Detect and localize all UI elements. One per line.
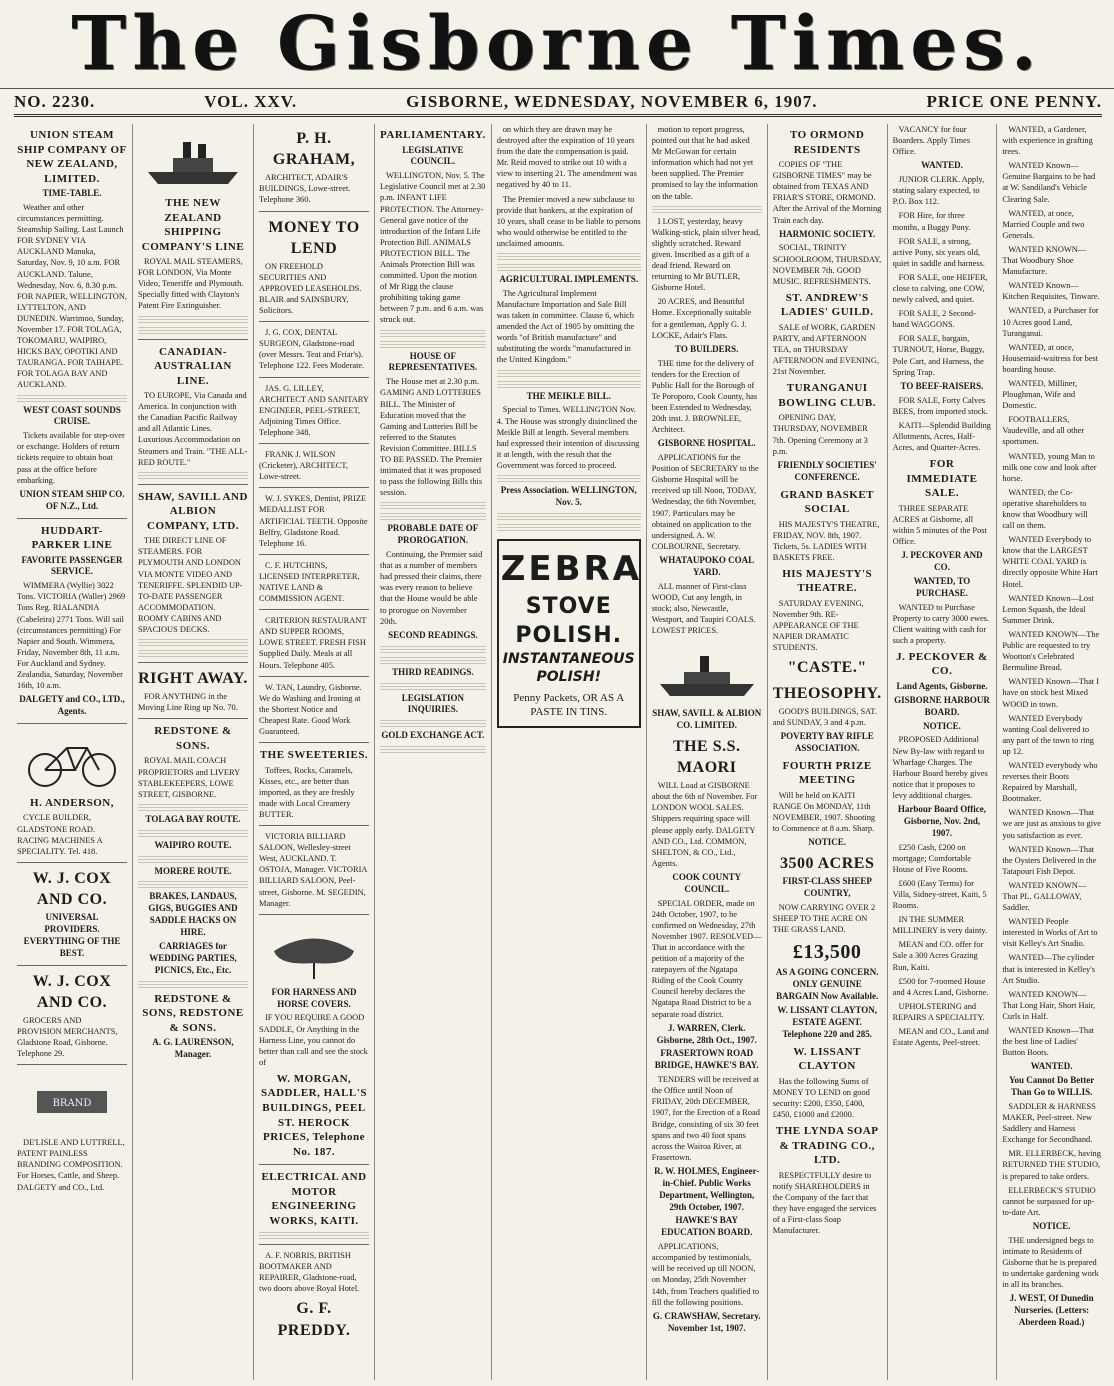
union-signature: UNION STEAM SHIP CO. OF N.Z., Ltd.: [19, 488, 125, 511]
right-away-heading: RIGHT AWAY.: [138, 670, 248, 688]
guild-heading: ST. ANDREW'S LADIES' GUILD.: [780, 291, 874, 319]
right-away-text: FOR ANYTHING in the Moving Line Ring up No. 70.: [138, 692, 238, 713]
divider: [259, 443, 369, 444]
column-7: [767, 124, 887, 1380]
brakes-text: BRAKES, LANDAUS, GIGS, BUGGIES AND SADDLE HACKS ON HIRE.: [148, 891, 238, 938]
cox-heading: W. J. COX AND CO.: [32, 869, 112, 908]
press-association: Press Association. WELLINGTON, Nov. 5.: [500, 485, 637, 507]
coal-heading: WHATAUPOKO COAL YARD.: [659, 554, 755, 577]
lost-stick-text: I LOST, yesterday, heavy Walking-stick, plain silver head, slightly scratched. Reward given. Inscribed as a gift of a dead friend. Reward on returning to Mr BUTLER, Gisborne Hotel.: [651, 216, 761, 293]
text-filler: [497, 380, 641, 388]
preddy-text: G. F. PREDDY.: [277, 1300, 351, 1339]
anderson-text: CYCLE BUILDER, GLADSTONE ROAD. RACING MACHINES A SPECIALITY. Tel. 418.: [17, 813, 103, 856]
sale1-text: FOR SALE, a strong, active Pony, six years old, quiet in saddle and harness.: [892, 236, 985, 268]
morere-route: MORERE ROUTE.: [154, 865, 232, 876]
text-filler: [380, 501, 486, 509]
text-filler: [497, 369, 641, 377]
acres-text: 20 ACRES, and Beautiful Home. Exceptionally suitable for a gentleman, Apply G. J. LOCKE, Adair's Flats.: [651, 297, 752, 340]
tolaga-route: TOLAGA BAY ROUTE.: [145, 813, 241, 824]
shaw-savill-albion: SHAW, SAVILL & ALBION CO. LIMITED.: [652, 708, 762, 731]
wanted-heading: WANTED.: [921, 160, 963, 171]
peckover-signature: J. PECKOVER AND CO.: [901, 550, 983, 572]
meikle-text: Special to Times. WELLINGTON Nov. 4. The House was strongly disinclined the Meikle Bill at length. Several members had expressed their intention of discussing it at length, with the result that the Government was forced to proceed.: [496, 405, 640, 470]
text-filler: [380, 656, 486, 664]
harbour-heading: GISBORNE HARBOUR BOARD.: [894, 694, 990, 717]
beef-raisers-heading: TO BEEF-RAISERS.: [900, 380, 984, 391]
prorogation-text: Continuing, the Premier said that as a number of members had pressed their claims, there was every reason to believe that the House would be able to prorogue on November 20th.: [380, 550, 483, 626]
offer-600-text: £600 (Easy Terms) for Villa, Sidney-street, Kaiti, 5 Rooms.: [892, 878, 987, 911]
lynda-text: RESPECTFULLY desire to notify SHAREHOLDERS in the Company of the fact that they have engaged the services of a First-class Soap Manufacturer.: [772, 1170, 877, 1236]
lilley-text: JAS. G. LILLEY, ARCHITECT AND SANITARY ENGINEER, PEEL-STREET, Adjoining Times Office. Telephone 348.: [259, 383, 369, 437]
sykes-text: W. J. SYKES, Dentist, PRIZE MEDALLIST FOR ARTIFICIAL TEETH. Opposite Belfry, Gladstone Road. Telephone 16.: [259, 494, 368, 548]
painter-text: WANTED, Milliner, Ploughman, Wife and Domestic.: [1002, 378, 1078, 411]
divider: [17, 723, 127, 724]
shaw-savill-heading: SHAW, SAVILL AND ALBION COMPANY, LTD.: [138, 490, 248, 532]
hospital-text: APPLICATIONS for the Position of SECRETARY to the Gisborne Hospital will be received up till Noon, TODAY, Wednesday, the 6th November, 1907. Particulars may be obtained on application to the undersigned. A. W. COLBOURNE, Secretary.: [651, 453, 759, 551]
sheep-heading: FIRST-CLASS SHEEP COUNTRY,: [782, 875, 872, 898]
kaiti-text: KAITI—Splendid Building Allotments, Acres, Half-Acres, and Quarter-Acres.: [892, 420, 991, 452]
saddler-text: SADDLER & HARNESS MAKER, Peel-street. New Saddlery and Harness Exchange for Secondhand.: [1002, 1101, 1096, 1145]
laurenson-manager: A. G. LAURENSON, Manager.: [152, 1037, 234, 1059]
millinery-text: IN THE SUMMER MILLINERY is very dainty.: [892, 915, 988, 936]
boarder-text: WANTED, at once, Housemaid-waitress for best boarding house.: [1002, 342, 1099, 374]
satisfaction-text: WANTED Known—That we are just as anxious to give you satisfaction as ever.: [1002, 808, 1101, 840]
sale4-text: FOR SALE, bargain, TURNOUT, Horse, Buggy, Pole Cart, and Harness, the Spring Trap.: [892, 334, 985, 377]
theatre-text: SATURDAY EVENING, November 9th. RE-APPEARANCE OF THE NAPIER DRAMATIC STUDENTS.: [772, 598, 864, 653]
legislative-text: WELLINGTON, Nov. 5. The Legislative Council met at 2.30 p.m. INFANT LIFE PROTECTION. The Attorney-General gave notice of the introduction of the Infant Life Protection Bill. ANIMALS PROTECTION BILL. The Animals Protection Bill was committed. Upon the motion of Mr Rigg the clause prohibiting taking game between 7 p.m. and 6 a.m. was struck out.: [380, 171, 486, 325]
divider: [259, 321, 369, 322]
branding-iron-icon: [17, 1071, 127, 1131]
wilson-text: FRANK J. WILSON (Cricketer), ARCHITECT, Lowe-street.: [259, 450, 348, 482]
zebra-subtitle: STOVE POLISH.: [515, 593, 623, 648]
builders-text: THE time for the delivery of tenders for the Erection of Public Hall for the Borough of Te Poroporo, Cook County, has been Extended to Wednesday, 20th inst. J. BROWNLEE, Architect.: [651, 358, 758, 435]
divider: [138, 718, 248, 719]
column-2: [132, 124, 253, 1380]
divider: [259, 742, 369, 743]
lemon-squash-text: WANTED Known—Lost Lemon Squash, the Ideal Summer Drink.: [1002, 593, 1094, 625]
divider: [259, 554, 369, 555]
notice-text: THE undersigned begs to intimate to Residents of Gisborne that he is prepared to undertake gardening work in all its branches.: [1002, 1235, 1099, 1290]
gold-heading: GOLD EXCHANGE ACT.: [381, 730, 485, 741]
zebra-title: ZEBRA: [500, 548, 643, 589]
harmonic-heading: HARMONIC SOCIETY.: [779, 228, 876, 239]
text-filler: [497, 252, 641, 260]
meikle-heading: THE MEIKLE BILL.: [526, 390, 611, 401]
masthead: [0, 0, 1114, 89]
legislative-heading: LEGISLATIVE COUNCIL.: [402, 144, 464, 167]
parliament-heading: PARLIAMENTARY.: [380, 129, 486, 141]
harbour-signature: Harbour Board Office, Gisborne, Nov. 2nd, 1907.: [897, 803, 986, 838]
purchase-heading: WANTED, TO PURCHASE.: [913, 575, 971, 598]
redstone-heading: REDSTONE & SONS.: [154, 725, 232, 752]
ormond-text: COPIES OF "THE GISBORNE TIMES" may be obtained from TEXAS AND FRIAR'S STORE, ORMOND. After the Arrival of the Morning Train each day.: [772, 160, 882, 225]
zebra-tagline: INSTANTANEOUS POLISH!: [502, 650, 635, 686]
vacancy-text: VACANCY for four Boarders. Apply Times Office.: [892, 125, 971, 157]
ormond-heading: TO ORMOND RESIDENTS: [790, 129, 865, 156]
text-filler: [138, 326, 248, 334]
sheep-text: NOW CARRYING OVER 2 SHEEP TO THE ACRE ON THE GRASS LAND.: [772, 902, 876, 934]
junior-text: JUNIOR CLERK. Apply, stating salary expected, to P.O. Box 112.: [892, 175, 985, 207]
svg-text:BRAND: BRAND: [52, 1098, 92, 1110]
sale2-text: FOR SALE, one HEIFER, close to calving, one COW, newly calved, and quiet.: [892, 272, 988, 305]
peckover-subheading: Land Agents, Gisborne.: [896, 680, 988, 691]
lynda-heading: THE LYNDA SOAP & TRADING CO., LTD.: [775, 1125, 879, 1167]
column-8: [887, 124, 997, 1380]
cox-grocers-text: GROCERS AND PROVISION MERCHANTS, Gladstone Road, Gisborne. Telephone 29.: [17, 1015, 118, 1059]
grazing-run-text: MEAN and CO. offer for Sale a 300 Acres Grazing Run, Kaiti.: [892, 940, 984, 972]
divider: [17, 965, 127, 966]
generals-text: WANTED Known—Genuine Bargains to be had at W. Sandiland's Vehicle Clearing Sale.: [1002, 161, 1096, 204]
ball-text: HIS MAJESTY'S THEATRE, FRIDAY, NOV. 8th, 1907. Tickets, 5s. LADIES WITH BASKETS FREE.: [772, 519, 880, 562]
text-filler: [138, 880, 248, 888]
bread-text: WANTED KNOWN—The Public are requested to try Wootton's Celebrated Bermuline Bread.: [1002, 629, 1100, 673]
divider: [259, 1164, 369, 1165]
delisle-text: DE'LISLE AND LUTTRELL, PATENT PAINLESS BRANDING COMPOSITION. For Horses, Cattle, and Sheep. DALGETY and CO., Ltd.: [17, 1138, 125, 1192]
timetable-text: Weather and other circumstances permitting. Steamship Sailing. Last Launch FOR SYDNEY VIA AUCKLAND Manuka, Saturday, Nov. 9, 10 a.m. FOR AUCKLAND. Talune, Wednesday, Nov. 6, 8.30 p.m. FOR NAPIER, WELLINGTON, LYTTELTON, AND DUNEDIN. Warrimoo, Sunday, November 17. FOR TOLAGA, TOKOMARU, WAIPIRO, HICKS BAY, OPOTIKI AND TAURANGA. FOR TAIHAPE. FOR TOLAGA BAY AND AUCKLAND.: [17, 202, 127, 390]
education-signature: G. CRAWSHAW, Secretary. November 1st, 1907.: [652, 1310, 761, 1333]
saddle-text: IF YOU REQUIRE A GOOD SADDLE, Or Anything in the Harness Line, you cannot do better than call and see the stock of: [259, 1013, 368, 1067]
divider: [17, 1064, 127, 1065]
zebra-advertisement: [497, 539, 641, 728]
mean-text: MEAN and CO., Land and Estate Agents, Peel-street.: [892, 1027, 989, 1048]
column-1: [12, 124, 132, 1380]
divider: [259, 377, 369, 378]
text-filler: [259, 1231, 369, 1239]
sweeteries-text: Toffees, Rocks, Caramels, Kisses, etc., are better than imported, as they are freshly made with Local Creamery BUTTER.: [259, 765, 355, 819]
council-signature: J. WARREN, Clerk. Gisborne, 28th Oct., 1907.: [656, 1022, 757, 1045]
tickets-note: Tickets available for step-over or exchange. Holders of return tickets require to obtain boat pass at the office before embarking.: [17, 431, 125, 485]
cox-grocers-heading: W. J. COX AND CO.: [32, 972, 112, 1011]
offer-500-text: £500 for 7-roomed House and 4 Acres Land, Gisborne.: [892, 976, 989, 997]
bridge-signature: R. W. HOLMES, Engineer-in-Chief. Public Works Department, Wellington, 29th October, 1907.: [654, 1165, 760, 1212]
house-text: The House met at 2.30 p.m. GAMING AND LOTTERIES BILL. The Minister of Education moved that the Gaming and Lotteries Bill be referred to the Statutes Revision Committee. BILLS TO BE PASSED. The Premier intimated that it was proposed to pass the following Bills this session.: [380, 377, 483, 498]
legislation-heading: LEGISLATION INQUIRIES.: [401, 692, 465, 715]
steamship-icon: [138, 130, 248, 190]
theatre-heading: HIS MAJESTY'S THEATRE.: [782, 567, 873, 595]
clayton-heading: W. LISSANT CLAYTON: [793, 1045, 861, 1073]
criterion-text: CRITERION RESTAURANT AND SUPPER ROOMS, LOWE STREET. FRESH FISH Supplied Daily. Meals at all Hours. Telephone 405.: [259, 616, 367, 670]
purchaser-text: WANTED, a Purchaser for 10 Acres good Land, Turanganui.: [1002, 306, 1099, 338]
divider: [259, 1244, 369, 1245]
third-readings-heading: THIRD READINGS.: [392, 666, 474, 677]
ball-heading: GRAND BASKET SOCIAL: [780, 488, 875, 516]
art-text: WANTED—The cylinder that is interested in Kelley's Art Studio.: [1002, 953, 1095, 985]
immediate-sale-heading: FOR IMMEDIATE SALE.: [906, 458, 978, 500]
finance-text: The Premier moved a new subclause to provide that bankers, at the expiration of 10 years, shall cease to be liable to persons who would otherwise be entitled to the unclaimed amounts.: [496, 194, 641, 248]
text-filler: [138, 649, 248, 657]
house-heading: HOUSE OF REPRESENTATIVES.: [388, 350, 478, 373]
divider: [259, 211, 369, 212]
sweeteries-heading: THE SWEETERIES.: [259, 749, 369, 762]
harbour-notice: NOTICE.: [923, 720, 961, 731]
divider: [259, 609, 369, 610]
clayton-signature: W. LISSANT CLAYTON, ESTATE AGENT. Telephone 220 and 285.: [777, 1005, 877, 1039]
graham-text: ARCHITECT, ADAIR'S BUILDINGS, Lowe-street. Telephone 360.: [259, 173, 351, 205]
hutchins-text: C. F. HUTCHINS, LICENSED INTERPRETER, NATIVE LAND & COMMISSION AGENT.: [259, 560, 360, 604]
text-filler: [138, 803, 248, 811]
notice-heading: NOTICE.: [808, 836, 847, 847]
text-filler: [380, 745, 486, 753]
steamship-icon: [652, 642, 762, 702]
dalgety-signature: DALGETY and CO., LTD., Agents.: [19, 694, 125, 717]
three-separate-text: THREE SEPARATE ACRES at Gisborne, all within 5 minutes of the Post Office.: [892, 503, 987, 546]
pump-text: WANTED, young Man to milk one cow and look after horse.: [1002, 451, 1097, 483]
purchase-text: WANTED to Purchase Property to carry 3000 ewes. Client waiting with cash for such a property.: [892, 602, 990, 645]
divider: [259, 676, 369, 677]
column-4: [374, 124, 491, 1380]
builders-heading: TO BUILDERS.: [675, 343, 739, 354]
redstone-sign: REDSTONE & SONS, REDSTONE & SONS.: [142, 992, 244, 1034]
education-text: APPLICATIONS, accompanied by testimonials, will be received up till NOON, on Monday, 25th November 14th, from Teachers qualified to fill the following positions.: [651, 1242, 760, 1307]
issue-price: PRICE ONE PENNY.: [926, 92, 1102, 111]
newspaper-title: The Gisborne Times.: [71, 1, 1043, 87]
divider: [17, 862, 127, 863]
prorogation-heading: PROBABLE DATE OF PROROGATION.: [387, 523, 479, 546]
canadian-heading: CANADIAN-AUSTRALIAN LINE.: [154, 345, 232, 387]
price-heading: £13,500: [792, 940, 862, 963]
button-boots-text: WANTED Known—That the best line of Ladies' Button Boots.: [1002, 1026, 1095, 1058]
football-text: FOOTBALLERS, Vaudeville, and all other sportsmen.: [1002, 415, 1085, 447]
issue-number: NO. 2230.: [14, 92, 96, 111]
text-filler: [380, 340, 486, 348]
cox-dental-text: J. G. COX, DENTAL SURGEON, Gladstone-road (over Messrs. Teat and Friar's). Telephone 122. Fees Moderate.: [259, 328, 365, 371]
redstone-text: ROYAL MAIL COACH PROPRIETORS and LIVERY STABLEKEEPERS, LOWE STREET, GISBORNE.: [138, 756, 240, 799]
studio-text: WANTED People interested in Works of Art to visit Kelley's Art Studio.: [1002, 917, 1098, 949]
harness-text: FOR HARNESS AND HORSE COVERS.: [271, 986, 357, 1009]
bowling-text: OPENING DAY, THURSDAY, NOVEMBER 7th. Opening Ceremony at 3 p.m.: [772, 413, 868, 456]
notice-signature: J. WEST, Of Dunedin Nurseries. (Letters: Aberdeen Road.): [1009, 1293, 1094, 1327]
prize-heading: FOURTH PRIZE MEETING: [782, 759, 872, 787]
bridge-text: TENDERS will be received at the Office until Noon of FRIDAY, 20th DECEMBER, 1907, for the Erection of a Road Bridge, consisting of six 30 feet spans and two 40 foot spans across the Wairoa River, at Frasertown.: [651, 1075, 760, 1162]
carriages-text: CARRIAGES for WEDDING PARTIES, PICNICS, Etc., Etc.: [149, 940, 237, 975]
coal-text: ALL manner of First-class WOOD, Cut any length, in stock; also, Newcastle, Westport, and Taupiri COALS. LOWEST PRICES.: [651, 581, 756, 636]
agricultural-heading: AGRICULTURAL IMPLEMENTS.: [499, 274, 639, 285]
council-text: SPECIAL ORDER, made on 24th October, 1907, to be confirmed on Wednesday, 27th November 1907. RESOLVED—That in accordance with the petition of a majority of the ratepayers of the Ngatapa Riding of the Cook County Council hereby declares the Ngatapa Road District to be a separate road district.: [651, 898, 762, 1019]
divider: [259, 825, 369, 826]
text-filler: [17, 394, 127, 402]
coal-yard-text: WANTED Everybody to know that the LARGEST WHITE COAL YARD is directly opposite White Hart Hotel.: [1002, 535, 1098, 589]
cox-text: UNIVERSAL PROVIDERS. EVERYTHING OF THE BEST.: [23, 912, 121, 958]
harbour-text: PROPOSED Additional New By-law with regard to Wharfage Charges. The Harbour Board hereby gives notice that it proposes to levy additional charges.: [892, 735, 988, 800]
ellerbeck-text: MR. ELLERBECK, having RETURNED THE STUDIO, is prepared to take orders.: [1002, 1149, 1101, 1181]
text-filler: [497, 523, 641, 531]
prize-text: Will be held on KAITI RANGE On MONDAY, 11th NOVEMBER, 1907. Shooting to Commence at 8 a.m. Sharp.: [772, 790, 876, 833]
clayton-text: Has the following Sums of MONEY TO LEND on good security: £200, £350, £400, £450, £1000 and £2000.: [772, 1076, 870, 1119]
education-heading: HAWKE'S BAY EDUCATION BOARD.: [661, 1215, 753, 1238]
bowling-heading: TURANGANUI BOWLING CLUB.: [778, 382, 876, 409]
kitchen-text: WANTED Known—Kitchen Requisites, Tinware.: [1002, 281, 1100, 302]
huddart-text: WIMMERA (Wyllie) 3022 Tons. VICTORIA (Waller) 2969 Tons Reg. RIALANDIA (Cabeleira) 2771 Tons. Will sail (circumstances permitting) For Napier and South. Wimmera, Friday, November 8th, 11 a.m. For Auckland and Sydney. Zealandia, Saturday, November 16th, 10 a.m.: [17, 581, 126, 691]
laundry-text: W. TAN, Laundry, Gisborne. We do Washing and Ironing at the Shortest Notice and Cheapest Rate. Good Work Guaranteed.: [259, 682, 362, 736]
issue-volume: VOL. XXV.: [204, 92, 298, 111]
west-coast-heading: WEST COAST SOUNDS CRUISE.: [23, 404, 121, 427]
text-filler: [380, 645, 486, 653]
issue-date: GISBORNE, WEDNESDAY, NOVEMBER 6, 1907.: [406, 92, 818, 111]
zebra-packets: Penny Packets, OR AS A PASTE IN TINS.: [513, 691, 625, 719]
second-readings-heading: SECOND READINGS.: [388, 629, 478, 640]
notice-heading-2: NOTICE.: [1032, 1220, 1071, 1231]
victoria-text: VICTORIA BILLIARD SALOON, Wellesley-street West, AUCKLAND. T. OSTOJA, Manager. VICTORIA BILLIARD SALOON, Peel-street, Gisborne. M. SEGEDIN, Manager.: [259, 832, 367, 908]
text-filler: [380, 719, 486, 727]
divider: [138, 484, 248, 485]
column-6: [646, 124, 767, 1380]
harmonic-text: SOCIAL, TRINITY SCHOOLROOM, THURSDAY, NOVEMBER 7th. GOOD MUSIC. REFRESHMENTS.: [772, 243, 882, 286]
morgan-text: W. MORGAN, SADDLER, HALL'S BUILDINGS, PEEL ST. HEROCK PRICES, Telephone No. 187.: [261, 1072, 367, 1158]
upholstering-text: UPHOLSTERING and REPAIRS A SPECIALITY.: [892, 1001, 985, 1022]
canadian-text: TO EUROPE, Via Canada and America. In conjunction with the Canadian Pacific Railway and all Atlantic Lines. Luxurious Accommodation on Steamers and Train. "THE ALL-RED ROUTE.": [138, 391, 248, 467]
anderson-heading: H. ANDERSON,: [30, 796, 114, 809]
bridge-heading: FRASERTOWN ROAD BRIDGE, HAWKE'S BAY.: [654, 1048, 759, 1071]
nz-shipping-text: ROYAL MAIL STEAMERS, FOR LONDON, Via Monte Video, Teneriffe and Plymouth. Specially fitted with Clayton's Patent Fire Extinguisher.: [138, 257, 244, 311]
intro-text: on which they are drawn may be destroyed after the expiration of 10 years from the date the compensation is paid. Mr. Reid moved to strike out 10 with a view to inserting 21. The amendment was negatived by 40 to 11.: [496, 125, 637, 190]
graham-heading: P. H. GRAHAM,: [272, 130, 356, 169]
maori-text: WILL Load at GISBORNE about the 6th of November. For LONDON WOOL SALES. Shippers requiring space will please apply early. DALGETY AND CO., Ltd. COMMON, SHELTON, & CO., Ltd., Agents.: [651, 781, 758, 868]
sale3-text: FOR SALE, 2 Second-hand WAGGONS.: [892, 309, 976, 330]
hire-text: FOR Hire, for three months, a Buggy Pony.: [892, 211, 971, 232]
text-filler: [380, 329, 486, 337]
guild-text: SALE of WORK, GARDEN PARTY, and AFTERNOON TEA, on THURSDAY AFTERNOON and EVENING, 21st November.: [772, 322, 880, 377]
money-text: ON FREEHOLD SECURITIES AND APPROVED LEASEHOLDS. BLAIR and SAINSBURY, Solicitors.: [259, 261, 362, 316]
text-filler: [138, 980, 248, 988]
text-filler: [138, 855, 248, 863]
oysters-text: WANTED Known—That the Oysters Delivered in the Tatapouri Fish Depot.: [1002, 844, 1097, 876]
caste-heading: "CASTE.": [787, 659, 867, 677]
maori-heading: THE S.S. MAORI: [672, 737, 741, 777]
social-heading: FRIENDLY SOCIETIES' CONFERENCE.: [777, 459, 877, 482]
text-filler: [652, 205, 762, 213]
boots-text: WANTED everybody who reverses their Boots Repaired by Marshall, Bootmaker.: [1002, 760, 1098, 804]
cooperative-text: WANTED, the Co-operative shareholders to know that Woodbury will call on them.: [1002, 487, 1088, 531]
theosophy-text: GOOD'S BUILDINGS, SAT. and SUNDAY, 3 and 4 p.m.: [772, 706, 877, 727]
married-text: WANTED, at once, Married Couple and two Generals.: [1002, 208, 1085, 240]
photo-text: ELLERBECK'S STUDIO cannot be surpassed for up-to-date Art.: [1002, 1185, 1096, 1217]
huddart-subheading: FAVORITE PASSENGER SERVICE.: [21, 554, 123, 577]
divider: [17, 518, 127, 519]
divider: [138, 662, 248, 663]
divider: [259, 914, 369, 915]
column-5: [491, 124, 646, 1380]
timetable-heading: TIME-TABLE.: [42, 188, 102, 199]
peckover-heading: J. PECKOVER & CO.: [896, 650, 988, 678]
hair-text: WANTED KNOWN—That Long Hair, Short Hair, Curls in Half.: [1002, 989, 1096, 1021]
text-filler: [497, 474, 641, 482]
text-filler: [497, 263, 641, 271]
agricultural-text: The Agricultural Implement Manufacture Importation and Sale Bill was taken in committee. Clause 6, which amended the Act of 1905 by omitting the words "of British manufacture" and substituting the words "manufactured in the United Kingdom.": [496, 288, 635, 365]
waipiro-route: WAIPIRO ROUTE.: [154, 839, 232, 850]
text-filler: [138, 471, 248, 479]
nz-shipping-heading: THE NEW ZEALAND SHIPPING COMPANY'S LINE: [141, 197, 245, 253]
columns: [12, 124, 1106, 1380]
council-heading: COOK COUNTY COUNCIL.: [672, 871, 742, 894]
galloway-text: WANTED KNOWN—That PL. GALLOWAY, Saddler.: [1002, 880, 1087, 913]
column-3: [253, 124, 374, 1380]
offer-250-text: £250 Cash, £200 on mortgage; Comfortable House of Five Rooms.: [892, 842, 972, 874]
text-filler: [138, 829, 248, 837]
coal-delivery-text: WANTED Everybody wanting Coal delivered to any part of the town to ring up 12.: [1002, 713, 1094, 756]
text-filler: [497, 512, 641, 520]
gardener-text: WANTED, a Gardener, with experience in grafting trees.: [1002, 125, 1093, 157]
poverty-heading: POVERTY BAY RIFLE ASSOCIATION.: [780, 730, 874, 753]
motion-text: motion to report progress, pointed out that he had asked Mr McGowan for certain information which had not yet been supplied. The Premier promised to lay the information on the table.: [651, 125, 758, 201]
shoes-text: WANTED KNOWN—That Woodbury Shoe Manufacture.: [1002, 244, 1087, 277]
electrical-text: ELECTRICAL AND MOTOR ENGINEERING WORKS, KAITI.: [261, 1171, 367, 1227]
wood-text: WANTED Known—That I have on stock best Mixed WOOD in town.: [1002, 677, 1100, 709]
shaw-savill-text: THE DIRECT LINE OF STEAMERS. FOR PLYMOUTH AND LONDON VIA MONTE VIDEO AND TENERIFFE. SPLENDID UP-TO-DATE PASSENGER ACCOMMODATION. ROOMY CABINS AND SPACIOUS DECKS.: [138, 536, 243, 635]
divider: [138, 339, 248, 340]
text-filler: [138, 315, 248, 323]
acres-heading: 3500 ACRES: [780, 854, 875, 872]
huddart-heading: HUDDART-PARKER LINE: [31, 524, 113, 552]
divider: [259, 487, 369, 488]
text-filler: [380, 512, 486, 520]
norris-text: A. F. NORRIS, BRITISH BOOTMAKER AND REPAIRER, Gladstone-road, two doors above Royal Hotel.: [259, 1251, 360, 1294]
saddler-heading: You Cannot Do Better Than Go to WILLIS.: [1009, 1075, 1095, 1098]
text-filler: [380, 682, 486, 690]
theosophy-heading: THEOSOPHY.: [772, 684, 882, 702]
dateline-bar: [14, 90, 1102, 117]
cattle-text: FOR SALE, Forty Calves BEES, from imported stock.: [892, 395, 988, 416]
text-filler: [138, 638, 248, 646]
bicycle-icon: [17, 730, 127, 790]
union-heading: UNION STEAM SHIP COMPANY OF NEW ZEALAND, LIMITED.: [17, 129, 127, 185]
saddle-icon: [259, 921, 369, 981]
wanted-heading-2: WANTED.: [1030, 1061, 1073, 1072]
column-9: [996, 124, 1106, 1380]
going-concern-text: AS A GOING CONCERN. ONLY GENUINE BARGAIN Now Available.: [775, 967, 879, 1002]
hospital-heading: GISBORNE HOSPITAL.: [657, 438, 756, 449]
money-heading: MONEY TO LEND: [268, 218, 360, 257]
